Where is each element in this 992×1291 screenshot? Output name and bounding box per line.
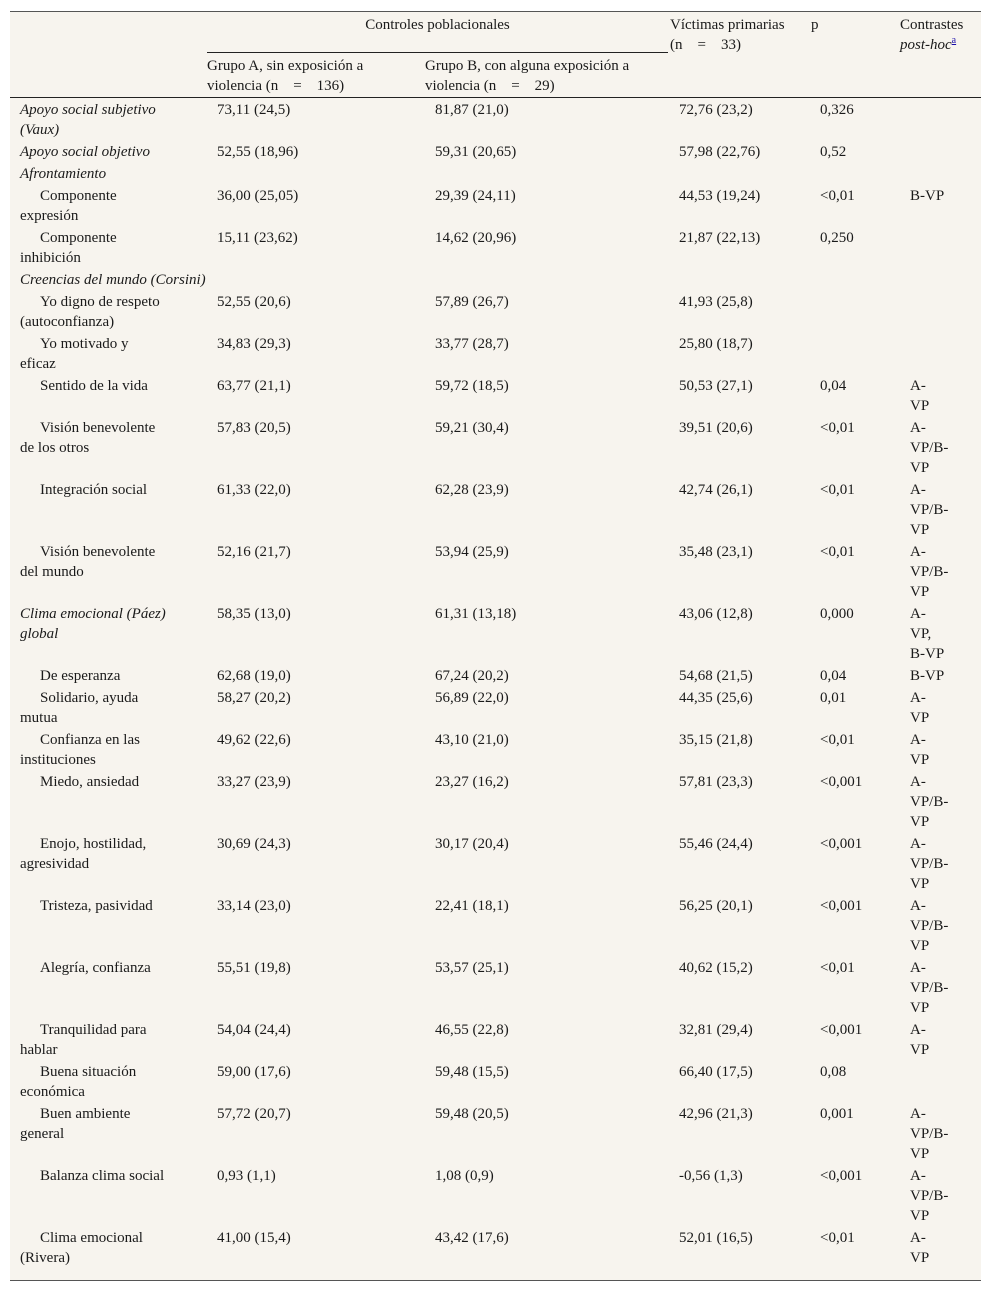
cell-contrastes bbox=[910, 772, 948, 832]
row-label-line: Visión benevolente bbox=[40, 544, 156, 560]
row-label-line: Creencias del mundo (Corsini) bbox=[20, 272, 206, 288]
table-row bbox=[10, 333, 981, 375]
row-label bbox=[20, 292, 160, 332]
cell-grupo-a: 59,00 (17,6) bbox=[217, 1064, 291, 1080]
header-victimas bbox=[670, 15, 785, 55]
table-row bbox=[10, 163, 981, 185]
cell-p: <0,01 bbox=[820, 482, 855, 498]
cell-contrastes-line: VP/B- bbox=[910, 794, 949, 810]
cell-contrastes bbox=[910, 1228, 929, 1268]
cell-grupo-a: 55,51 (19,8) bbox=[217, 960, 291, 976]
cell-grupo-b: 43,10 (21,0) bbox=[435, 732, 509, 748]
cell-victimas: 42,74 (26,1) bbox=[679, 482, 753, 498]
cell-contrastes-line: VP bbox=[910, 752, 930, 768]
row-label-line: Tranquilidad para bbox=[40, 1022, 147, 1038]
cell-grupo-b: 1,08 (0,9) bbox=[435, 1168, 494, 1184]
cell-grupo-a: 73,11 (24,5) bbox=[217, 102, 291, 118]
cell-grupo-a: 15,11 (23,62) bbox=[217, 230, 298, 246]
row-label-line: Solidario, ayuda bbox=[40, 690, 139, 706]
cell-contrastes-line: A- bbox=[910, 544, 926, 560]
row-label bbox=[20, 418, 155, 458]
cell-victimas: 66,40 (17,5) bbox=[679, 1064, 753, 1080]
cell-contrastes bbox=[910, 896, 948, 956]
cell-victimas: 55,46 (24,4) bbox=[679, 836, 753, 852]
cell-p: <0,01 bbox=[820, 420, 855, 436]
cell-victimas: 44,53 (19,24) bbox=[679, 188, 761, 204]
header-victimas-line1: Víctimas primarias bbox=[670, 17, 785, 33]
cell-contrastes-line: VP bbox=[910, 710, 930, 726]
row-label-line: Clima emocional (Páez) bbox=[20, 606, 166, 622]
row-label-line: Buen ambiente bbox=[40, 1106, 131, 1122]
cell-contrastes-line: VP bbox=[910, 938, 930, 954]
cell-grupo-a: 41,00 (15,4) bbox=[217, 1230, 291, 1246]
row-label bbox=[20, 270, 206, 290]
cell-p: 0,326 bbox=[820, 102, 854, 118]
header-grupo-a-line1: Grupo A, sin exposición a bbox=[207, 58, 364, 74]
cell-contrastes-line: A- bbox=[910, 898, 926, 914]
results-table bbox=[10, 11, 981, 1281]
cell-contrastes-line: A- bbox=[910, 378, 926, 394]
cell-p: <0,001 bbox=[820, 836, 863, 852]
cell-grupo-a: 63,77 (21,1) bbox=[217, 378, 291, 394]
cell-p: <0,01 bbox=[820, 732, 855, 748]
cell-contrastes-line: VP bbox=[910, 584, 930, 600]
cell-grupo-b: 43,42 (17,6) bbox=[435, 1230, 509, 1246]
cell-grupo-b: 59,31 (20,65) bbox=[435, 144, 517, 160]
cell-contrastes bbox=[910, 834, 948, 894]
cell-p: 0,000 bbox=[820, 606, 854, 622]
cell-victimas: 57,81 (23,3) bbox=[679, 774, 753, 790]
cell-contrastes-line: A- bbox=[910, 420, 926, 436]
cell-p: 0,001 bbox=[820, 1106, 854, 1122]
table-row bbox=[10, 1061, 981, 1103]
cell-victimas: 50,53 (27,1) bbox=[679, 378, 753, 394]
table-row bbox=[10, 687, 981, 729]
table-row bbox=[10, 833, 981, 895]
cell-grupo-a: 57,83 (20,5) bbox=[217, 420, 291, 436]
cell-grupo-a: 52,16 (21,7) bbox=[217, 544, 291, 560]
row-label-line: agresividad bbox=[20, 856, 90, 872]
cell-victimas: 40,62 (15,2) bbox=[679, 960, 753, 976]
table-row bbox=[10, 603, 981, 665]
cell-contrastes-line: VP bbox=[910, 814, 930, 830]
cell-grupo-a: 58,27 (20,2) bbox=[217, 690, 291, 706]
header-grupo-a bbox=[207, 56, 363, 96]
table-row bbox=[10, 417, 981, 479]
row-label-line: Buena situación bbox=[40, 1064, 137, 1080]
cell-grupo-b: 33,77 (28,7) bbox=[435, 336, 509, 352]
cell-contrastes bbox=[910, 604, 944, 664]
cell-victimas: 72,76 (23,2) bbox=[679, 102, 753, 118]
row-label-line: (Vaux) bbox=[20, 122, 60, 138]
row-label bbox=[20, 542, 155, 582]
cell-contrastes-line: VP bbox=[910, 460, 930, 476]
cell-victimas: 41,93 (25,8) bbox=[679, 294, 753, 310]
table-row bbox=[10, 729, 981, 771]
cell-p: <0,001 bbox=[820, 1168, 863, 1184]
cell-p: 0,04 bbox=[820, 378, 847, 394]
row-label bbox=[20, 772, 139, 792]
row-label bbox=[20, 1020, 147, 1060]
cell-contrastes-line: B-VP bbox=[910, 668, 945, 684]
header-grupo-a-line2: violencia (n = 136) bbox=[207, 78, 345, 94]
cell-p: <0,01 bbox=[820, 960, 855, 976]
row-label-line: Tristeza, pasividad bbox=[40, 898, 153, 914]
cell-contrastes bbox=[910, 1104, 948, 1164]
row-label-line: Alegría, confianza bbox=[40, 960, 151, 976]
row-label-line: Enojo, hostilidad, bbox=[40, 836, 147, 852]
row-label-line: Afrontamiento bbox=[20, 166, 107, 182]
cell-contrastes bbox=[910, 376, 929, 416]
header-p: p bbox=[811, 17, 819, 33]
row-label-line: Apoyo social objetivo bbox=[20, 144, 150, 160]
cell-contrastes-line: A- bbox=[910, 960, 926, 976]
table-row bbox=[10, 895, 981, 957]
header-grupo-b bbox=[425, 56, 629, 96]
table-row bbox=[10, 1103, 981, 1165]
row-label bbox=[20, 480, 147, 500]
table-row bbox=[10, 1019, 981, 1061]
row-label-line: Componente bbox=[40, 188, 117, 204]
cell-grupo-a: 30,69 (24,3) bbox=[217, 836, 291, 852]
header-victimas-line2: (n = 33) bbox=[670, 37, 741, 53]
row-label-line: expresión bbox=[20, 208, 79, 224]
table-row bbox=[10, 1165, 981, 1227]
cell-victimas: 56,25 (20,1) bbox=[679, 898, 753, 914]
cell-grupo-b: 59,48 (15,5) bbox=[435, 1064, 509, 1080]
cell-grupo-a: 49,62 (22,6) bbox=[217, 732, 291, 748]
cell-contrastes-line: VP bbox=[910, 522, 930, 538]
cell-victimas: 43,06 (12,8) bbox=[679, 606, 753, 622]
cell-victimas: 35,15 (21,8) bbox=[679, 732, 753, 748]
cell-p: <0,01 bbox=[820, 1230, 855, 1246]
footnote-a-link[interactable]: a bbox=[951, 35, 957, 46]
cell-p: 0,52 bbox=[820, 144, 847, 160]
row-label-line: Yo digno de respeto bbox=[40, 294, 160, 310]
cell-contrastes-line: VP/B- bbox=[910, 564, 949, 580]
row-label bbox=[20, 688, 138, 728]
cell-grupo-a: 33,14 (23,0) bbox=[217, 898, 291, 914]
row-label-line: (autoconfianza) bbox=[20, 314, 115, 330]
header-contrastes-line2 bbox=[900, 35, 963, 55]
cell-grupo-a: 36,00 (25,05) bbox=[217, 188, 299, 204]
cell-grupo-a: 58,35 (13,0) bbox=[217, 606, 291, 622]
cell-grupo-b: 59,72 (18,5) bbox=[435, 378, 509, 394]
cell-contrastes-line: VP, bbox=[910, 626, 932, 642]
cell-contrastes bbox=[910, 480, 948, 540]
row-label bbox=[20, 228, 117, 268]
cell-contrastes-line: A- bbox=[910, 836, 926, 852]
cell-contrastes-line: VP bbox=[910, 398, 930, 414]
cell-contrastes-line: A- bbox=[910, 1022, 926, 1038]
cell-victimas: 25,80 (18,7) bbox=[679, 336, 753, 352]
cell-contrastes-line: VP bbox=[910, 876, 930, 892]
row-label-line: Visión benevolente bbox=[40, 420, 156, 436]
cell-p: 0,01 bbox=[820, 690, 847, 706]
row-label-line: Integración social bbox=[40, 482, 148, 498]
cell-victimas: 54,68 (21,5) bbox=[679, 668, 753, 684]
cell-contrastes bbox=[910, 418, 948, 478]
cell-grupo-b: 67,24 (20,2) bbox=[435, 668, 509, 684]
cell-grupo-a: 0,93 (1,1) bbox=[217, 1168, 276, 1184]
row-label bbox=[20, 376, 148, 396]
cell-victimas: 21,87 (22,13) bbox=[679, 230, 761, 246]
header-grupo-b-line2: violencia (n = 29) bbox=[425, 78, 555, 94]
cell-victimas: 52,01 (16,5) bbox=[679, 1230, 753, 1246]
row-label bbox=[20, 896, 153, 916]
cell-p: <0,001 bbox=[820, 774, 863, 790]
cell-grupo-b: 53,57 (25,1) bbox=[435, 960, 509, 976]
row-label-line: De esperanza bbox=[40, 668, 121, 684]
row-label-line: Yo motivado y bbox=[40, 336, 129, 352]
row-label-line: Componente bbox=[40, 230, 117, 246]
cell-contrastes-line: VP bbox=[910, 1000, 930, 1016]
row-label-line: Miedo, ansiedad bbox=[40, 774, 140, 790]
header-contrastes bbox=[900, 15, 963, 55]
cell-contrastes bbox=[910, 666, 944, 686]
row-label bbox=[20, 142, 150, 162]
header-controles-poblacionales: Controles poblacionales bbox=[365, 17, 510, 33]
cell-grupo-b: 46,55 (22,8) bbox=[435, 1022, 509, 1038]
row-label-line: inhibición bbox=[20, 250, 81, 266]
cell-contrastes-line: VP/B- bbox=[910, 918, 949, 934]
cell-contrastes-line: A- bbox=[910, 690, 926, 706]
row-label bbox=[20, 1166, 164, 1186]
cell-p: <0,001 bbox=[820, 898, 863, 914]
cell-victimas: -0,56 (1,3) bbox=[679, 1168, 743, 1184]
table-row bbox=[10, 227, 981, 269]
cell-contrastes-line: VP/B- bbox=[910, 1126, 949, 1142]
cell-grupo-a: 52,55 (18,96) bbox=[217, 144, 299, 160]
cell-grupo-b: 53,94 (25,9) bbox=[435, 544, 509, 560]
row-label-line: de los otros bbox=[20, 440, 90, 456]
cell-grupo-a: 57,72 (20,7) bbox=[217, 1106, 291, 1122]
cell-contrastes-line: VP bbox=[910, 1042, 930, 1058]
cell-victimas: 42,96 (21,3) bbox=[679, 1106, 753, 1122]
row-label-line: (Rivera) bbox=[20, 1250, 70, 1266]
cell-p: <0,01 bbox=[820, 188, 855, 204]
cell-victimas: 35,48 (23,1) bbox=[679, 544, 753, 560]
row-label-line: global bbox=[20, 626, 59, 642]
cell-contrastes-line: A- bbox=[910, 606, 926, 622]
table-row bbox=[10, 541, 981, 603]
table-row bbox=[10, 99, 981, 141]
cell-contrastes bbox=[910, 688, 929, 728]
header-bottom-rule bbox=[10, 97, 981, 98]
row-label-line: hablar bbox=[20, 1042, 58, 1058]
row-label-line: Sentido de la vida bbox=[40, 378, 148, 394]
cell-contrastes-line: VP/B- bbox=[910, 980, 949, 996]
cell-contrastes-line: VP/B- bbox=[910, 440, 949, 456]
cell-contrastes-line: VP/B- bbox=[910, 1188, 949, 1204]
cell-grupo-a: 33,27 (23,9) bbox=[217, 774, 291, 790]
cell-contrastes bbox=[910, 730, 929, 770]
row-label-line: mutua bbox=[20, 710, 58, 726]
header-contrastes-line1: Contrastes bbox=[900, 17, 964, 33]
row-label bbox=[20, 604, 166, 644]
table-row bbox=[10, 665, 981, 687]
cell-grupo-a: 34,83 (29,3) bbox=[217, 336, 291, 352]
cell-grupo-b: 30,17 (20,4) bbox=[435, 836, 509, 852]
cell-contrastes bbox=[910, 186, 944, 206]
row-label-line: Apoyo social subjetivo bbox=[20, 102, 156, 118]
row-label-line: instituciones bbox=[20, 752, 96, 768]
cell-p: 0,04 bbox=[820, 668, 847, 684]
cell-grupo-b: 23,27 (16,2) bbox=[435, 774, 509, 790]
row-label bbox=[20, 164, 106, 184]
header-group-rule bbox=[207, 52, 668, 53]
cell-victimas: 32,81 (29,4) bbox=[679, 1022, 753, 1038]
cell-victimas: 39,51 (20,6) bbox=[679, 420, 753, 436]
cell-grupo-b: 14,62 (20,96) bbox=[435, 230, 517, 246]
cell-grupo-b: 29,39 (24,11) bbox=[435, 188, 516, 204]
cell-p: 0,08 bbox=[820, 1064, 847, 1080]
table-row bbox=[10, 957, 981, 1019]
cell-contrastes-line: A- bbox=[910, 1230, 926, 1246]
cell-grupo-b: 22,41 (18,1) bbox=[435, 898, 509, 914]
table-row bbox=[10, 375, 981, 417]
cell-grupo-b: 57,89 (26,7) bbox=[435, 294, 509, 310]
cell-contrastes-line: B-VP bbox=[910, 646, 945, 662]
row-label-line: del mundo bbox=[20, 564, 84, 580]
cell-p: 0,250 bbox=[820, 230, 854, 246]
cell-contrastes-line: VP bbox=[910, 1250, 930, 1266]
row-label bbox=[20, 100, 156, 140]
row-label-line: Confianza en las bbox=[40, 732, 140, 748]
row-label bbox=[20, 334, 129, 374]
cell-victimas: 44,35 (25,6) bbox=[679, 690, 753, 706]
cell-grupo-a: 52,55 (20,6) bbox=[217, 294, 291, 310]
cell-grupo-b: 61,31 (13,18) bbox=[435, 606, 517, 622]
table-row bbox=[10, 1227, 981, 1269]
cell-p: <0,001 bbox=[820, 1022, 863, 1038]
cell-grupo-a: 62,68 (19,0) bbox=[217, 668, 291, 684]
row-label bbox=[20, 186, 117, 226]
cell-contrastes-line: A- bbox=[910, 1106, 926, 1122]
table-row bbox=[10, 269, 981, 291]
cell-grupo-b: 59,21 (30,4) bbox=[435, 420, 509, 436]
row-label-line: eficaz bbox=[20, 356, 56, 372]
table-row bbox=[10, 291, 981, 333]
cell-grupo-b: 56,89 (22,0) bbox=[435, 690, 509, 706]
cell-contrastes-line: A- bbox=[910, 1168, 926, 1184]
cell-contrastes bbox=[910, 958, 948, 1018]
row-label bbox=[20, 1062, 136, 1102]
table-row bbox=[10, 479, 981, 541]
table-row bbox=[10, 141, 981, 163]
cell-grupo-a: 54,04 (24,4) bbox=[217, 1022, 291, 1038]
cell-contrastes-line: A- bbox=[910, 774, 926, 790]
cell-contrastes bbox=[910, 1166, 948, 1226]
row-label-line: económica bbox=[20, 1084, 85, 1100]
header-grupo-b-line1: Grupo B, con alguna exposición a bbox=[425, 58, 630, 74]
cell-contrastes-line: A- bbox=[910, 732, 926, 748]
row-label-line: Clima emocional bbox=[40, 1230, 143, 1246]
cell-grupo-a: 61,33 (22,0) bbox=[217, 482, 291, 498]
cell-contrastes bbox=[910, 1020, 929, 1060]
table-row bbox=[10, 185, 981, 227]
row-label bbox=[20, 730, 140, 770]
row-label bbox=[20, 666, 120, 686]
cell-contrastes-line: A- bbox=[910, 482, 926, 498]
cell-contrastes-line: VP/B- bbox=[910, 856, 949, 872]
row-label bbox=[20, 834, 146, 874]
cell-contrastes bbox=[910, 542, 948, 602]
table-row bbox=[10, 771, 981, 833]
row-label bbox=[20, 1104, 130, 1144]
cell-contrastes-line: VP bbox=[910, 1146, 930, 1162]
row-label-line: general bbox=[20, 1126, 65, 1142]
cell-contrastes-line: B-VP bbox=[910, 188, 945, 204]
cell-p: <0,01 bbox=[820, 544, 855, 560]
header-posthoc: post-hoc bbox=[900, 37, 952, 53]
cell-grupo-b: 59,48 (20,5) bbox=[435, 1106, 509, 1122]
row-label-line: Balanza clima social bbox=[40, 1168, 165, 1184]
cell-grupo-b: 81,87 (21,0) bbox=[435, 102, 509, 118]
cell-contrastes-line: VP bbox=[910, 1208, 930, 1224]
row-label bbox=[20, 958, 151, 978]
row-label bbox=[20, 1228, 143, 1268]
cell-victimas: 57,98 (22,76) bbox=[679, 144, 761, 160]
cell-contrastes-line: VP/B- bbox=[910, 502, 949, 518]
cell-grupo-b: 62,28 (23,9) bbox=[435, 482, 509, 498]
